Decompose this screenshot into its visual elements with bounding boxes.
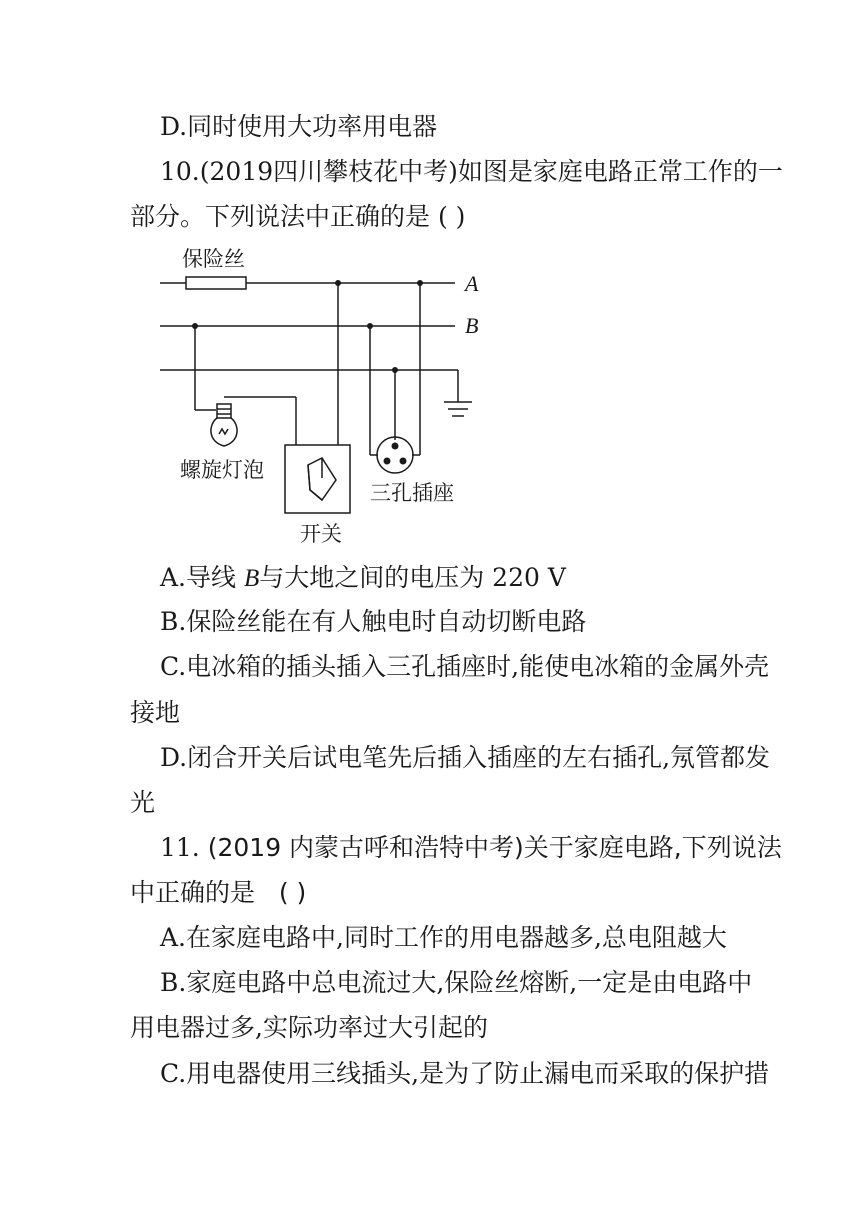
q11-option-c-line1: C.用电器使用三线插头,是为了防止漏电而采取的保护措	[160, 1059, 770, 1088]
q10-option-b: B.保险丝能在有人触电时自动切断电路	[160, 607, 587, 636]
wire-a-label: A	[465, 271, 479, 296]
q11-answer-paren: ( )	[278, 878, 307, 907]
ground-icon	[444, 402, 472, 416]
fuse-icon	[186, 277, 246, 289]
q10-option-d-line1: D.闭合开关后试电笔先后插入插座的左右插孔,氖管都发	[160, 743, 771, 772]
wire-b-label: B	[465, 313, 479, 338]
household-circuit-diagram	[0, 0, 860, 560]
socket-label: 三孔插座	[370, 481, 454, 505]
q10-option-d-line2: 光	[130, 788, 156, 817]
q11-option-a: A.在家庭电路中,同时工作的用电器越多,总电阻越大	[160, 923, 727, 952]
q10-option-c-line1: C.电冰箱的插头插入三孔插座时,能使电冰箱的金属外壳	[160, 652, 770, 681]
q11-stem-line2	[130, 878, 306, 908]
q10-stem-line1: 10.(2019四川攀枝花中考)如图是家庭电路正常工作的一	[160, 157, 783, 186]
three-hole-socket-icon	[377, 437, 413, 473]
q10-option-a	[160, 563, 566, 594]
q11-stem-line2-text: 中正确的是	[130, 878, 256, 907]
q9-option-d: D.同时使用大功率用电器	[160, 112, 438, 141]
switch-label: 开关	[300, 522, 342, 546]
q11-stem-line1	[160, 833, 782, 863]
fuse-label: 保险丝	[182, 247, 245, 271]
q10-option-c-line2: 接地	[130, 698, 181, 727]
q11-stem-text: (2019 内蒙古呼和浩特中考)关于家庭电路,下列说法	[207, 833, 782, 862]
q11-option-b-line2: 用电器过多,实际功率过大引起的	[130, 1013, 488, 1042]
q10-option-a-prefix: A.导线	[160, 563, 244, 592]
q11-number: 11.	[160, 833, 200, 862]
q10-option-a-suffix: 与大地之间的电压为 220 V	[259, 563, 566, 592]
q11-option-b-line1: B.家庭电路中总电流过大,保险丝熔断,一定是由电路中	[160, 968, 753, 997]
bulb-label: 螺旋灯泡	[180, 458, 264, 482]
q10-stem-line2: 部分。下列说法中正确的是 ( )	[130, 202, 466, 231]
q10-option-a-variable: B	[243, 565, 260, 592]
